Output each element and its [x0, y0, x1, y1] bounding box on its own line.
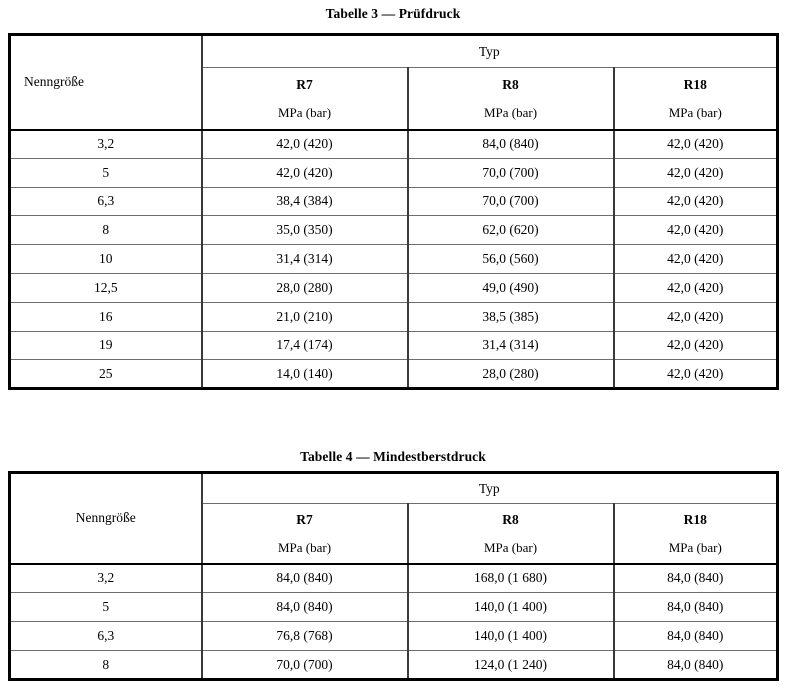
cell-r7: 42,0 (420): [202, 130, 408, 159]
table-4-row-header-label: Nenngröße: [10, 473, 202, 564]
cell-r7: 17,4 (174): [202, 331, 408, 360]
cell-r7: 21,0 (210): [202, 302, 408, 331]
table-row: [10, 360, 778, 389]
table-row: [10, 302, 778, 331]
cell-r8: 62,0 (620): [408, 216, 614, 245]
table-row: [10, 651, 778, 680]
cell-r7: 14,0 (140): [202, 360, 408, 389]
cell-r7: 31,4 (314): [202, 245, 408, 274]
table-4-col-header-r18-code: R18: [683, 512, 707, 527]
cell-r18: 42,0 (420): [614, 360, 778, 389]
cell-r18: 84,0 (840): [614, 651, 778, 680]
table-3-col-header-r18-code: R18: [683, 77, 707, 92]
cell-r18: 42,0 (420): [614, 187, 778, 216]
cell-r7: 70,0 (700): [202, 651, 408, 680]
cell-r7: 84,0 (840): [202, 593, 408, 622]
cell-nenngroesse: 10: [10, 245, 202, 274]
table-3-col-header-r7: [202, 68, 408, 130]
cell-r18: 84,0 (840): [614, 593, 778, 622]
cell-r7: 35,0 (350): [202, 216, 408, 245]
cell-r8: 124,0 (1 240): [408, 651, 614, 680]
cell-r7: 76,8 (768): [202, 622, 408, 651]
table-3-col-header-r7-unit: MPa (bar): [277, 104, 332, 120]
table-3-row-header-label: Nenngröße: [10, 35, 202, 130]
cell-r7: 84,0 (840): [202, 564, 408, 593]
cell-r8: 140,0 (1 400): [408, 593, 614, 622]
table-row: [10, 593, 778, 622]
cell-r7: 42,0 (420): [202, 158, 408, 187]
table-3-col-header-r18-unit: MPa (bar): [668, 104, 722, 120]
cell-r18: 84,0 (840): [614, 622, 778, 651]
cell-r8: 49,0 (490): [408, 273, 614, 302]
cell-r8: 56,0 (560): [408, 245, 614, 274]
cell-r8: 140,0 (1 400): [408, 622, 614, 651]
table-3-col-header-r8-code: R8: [502, 77, 519, 92]
cell-r8: 38,5 (385): [408, 302, 614, 331]
cell-r8: 84,0 (840): [408, 130, 614, 159]
table-4-col-header-r7: [202, 504, 408, 564]
table-3-group-header-row: [10, 35, 778, 68]
table-row: [10, 331, 778, 360]
cell-r8: 70,0 (700): [408, 187, 614, 216]
cell-r8: 28,0 (280): [408, 360, 614, 389]
table-4-col-header-r7-unit: MPa (bar): [277, 539, 332, 555]
cell-r8: 31,4 (314): [408, 331, 614, 360]
table-4-group-header-typ: Typ: [202, 473, 778, 504]
table-4-group-header-row: [10, 473, 778, 504]
table-row: [10, 130, 778, 159]
cell-r18: 42,0 (420): [614, 158, 778, 187]
table-4-container: [8, 471, 779, 681]
table-4: [8, 471, 779, 681]
cell-nenngroesse: 25: [10, 360, 202, 389]
cell-r18: 42,0 (420): [614, 245, 778, 274]
cell-r8: 168,0 (1 680): [408, 564, 614, 593]
cell-nenngroesse: 8: [10, 651, 202, 680]
cell-nenngroesse: 12,5: [10, 273, 202, 302]
cell-r7: 28,0 (280): [202, 273, 408, 302]
table-row: [10, 245, 778, 274]
cell-r18: 42,0 (420): [614, 273, 778, 302]
table-row: [10, 273, 778, 302]
cell-r8: 70,0 (700): [408, 158, 614, 187]
cell-nenngroesse: 8: [10, 216, 202, 245]
cell-r18: 84,0 (840): [614, 564, 778, 593]
table-3: [8, 33, 779, 390]
cell-nenngroesse: 5: [10, 593, 202, 622]
table-row: [10, 158, 778, 187]
table-4-col-header-r7-code: R7: [296, 512, 313, 527]
table-3-col-header-r7-code: R7: [296, 77, 313, 92]
cell-r18: 42,0 (420): [614, 302, 778, 331]
table-4-col-header-r18: [614, 504, 778, 564]
cell-nenngroesse: 16: [10, 302, 202, 331]
table-3-container: [8, 33, 779, 390]
table-3-group-header-typ: Typ: [202, 35, 778, 68]
table-row: [10, 622, 778, 651]
cell-nenngroesse: 6,3: [10, 622, 202, 651]
table-4-col-header-r8-unit: MPa (bar): [483, 539, 538, 555]
cell-nenngroesse: 6,3: [10, 187, 202, 216]
table-4-col-header-r18-unit: MPa (bar): [668, 539, 722, 555]
table-4-col-header-r8: [408, 504, 614, 564]
cell-r18: 42,0 (420): [614, 216, 778, 245]
table-4-col-header-r8-code: R8: [502, 512, 519, 527]
cell-nenngroesse: 3,2: [10, 130, 202, 159]
table-3-col-header-r8: [408, 68, 614, 130]
cell-r18: 42,0 (420): [614, 130, 778, 159]
cell-nenngroesse: 5: [10, 158, 202, 187]
cell-nenngroesse: 3,2: [10, 564, 202, 593]
table-row: [10, 187, 778, 216]
cell-nenngroesse: 19: [10, 331, 202, 360]
table-3-col-header-r18: [614, 68, 778, 130]
table-4-caption: Tabelle 4 — Mindestberstdruck: [300, 449, 486, 464]
table-3-col-header-r8-unit: MPa (bar): [483, 104, 538, 120]
cell-r18: 42,0 (420): [614, 331, 778, 360]
table-row: [10, 216, 778, 245]
table-row: [10, 564, 778, 593]
table-3-caption: Tabelle 3 — Prüfdruck: [325, 6, 461, 21]
cell-r7: 38,4 (384): [202, 187, 408, 216]
